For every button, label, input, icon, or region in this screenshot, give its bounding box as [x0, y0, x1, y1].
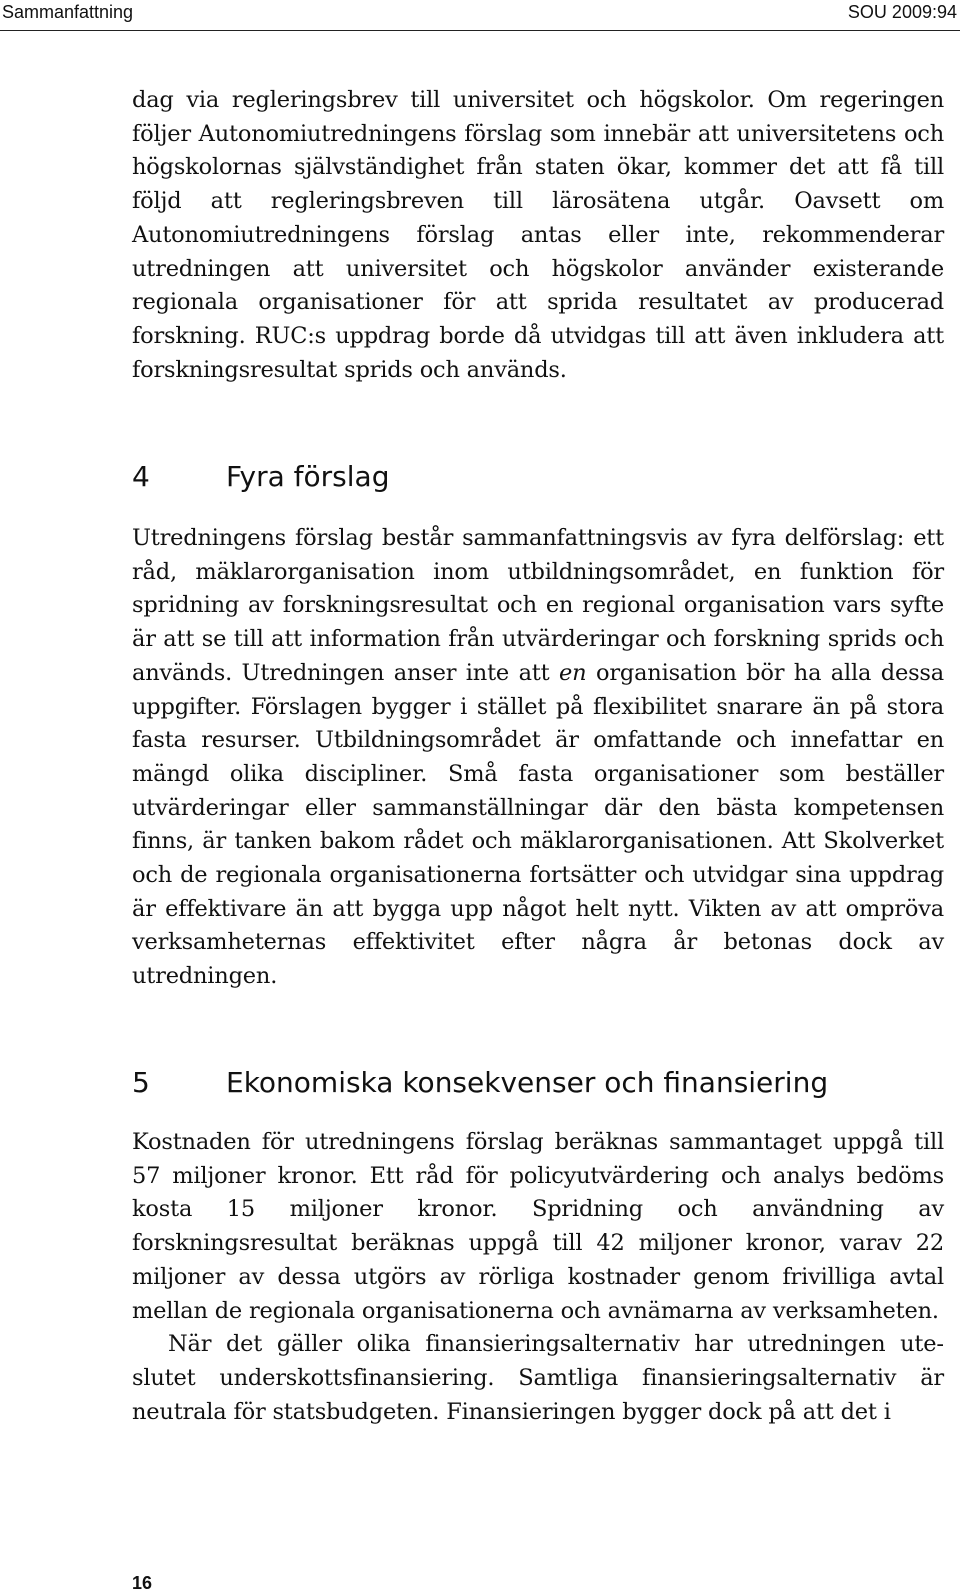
section-5-title: Ekonomiska konsekvenser och finansiering	[226, 1066, 829, 1099]
header-section-title: Sammanfattning	[2, 2, 134, 22]
section-5-paragraph-1: Kostnaden för utredningens förslag beräknas sammantaget uppgå till 57 miljoner kronor. Ett råd för policyutvärdering och analys bedöms kosta 15 miljoner kronor. Spridning och användning av forskningsresultat beräknas uppgå till 42 miljoner kronor, varav 22 miljoner av dessa utgörs av rörliga kostnader genom frivilliga avtal mellan de regionala organisationerna och avnämarna av verksamheten.	[132, 1129, 944, 1324]
section-5-body	[132, 1126, 944, 1429]
section-4-heading	[132, 460, 389, 494]
section-4-emphasis: en	[559, 659, 587, 686]
section-4-title: Fyra förslag	[226, 460, 390, 493]
page-number: 16	[132, 1573, 153, 1593]
intro-text: dag via regleringsbrev till universitet och högskolor. Om regeringen följer Autonomiutredningens förslag som innebär att universitetens och högskolornas självständighet från staten ökar, kommer det att få till följd att regleringsbreven till lärosätena utgår. Oavsett om Autonomiutredningens förslag antas eller inte, rekommenderar utredningen att universitet och högskolor använder existerande regionala organisationer för att sprida resultatet av producerad forskning. RUC:s uppdrag borde då utvidgas till att även inkludera att forskningsresultat sprids och används.	[132, 87, 944, 383]
section-5-paragraph-2: När det gäller olika finansieringsalternativ har utredningen uteslutet underskottsfinansiering. Samtliga finansieringsalternativ är neutrala för statsbudgeten. Finansieringen bygger dock på att det i	[132, 1331, 944, 1425]
running-header	[0, 0, 960, 31]
section-5-number: 5	[132, 1066, 150, 1099]
section-4-text-part1: Utredningens förslag består sammanfattningsvis av fyra delförslag: ett råd, mäklarorganisation inom utbildningsområdet, en funktion för spridning av forskningsresultat och en regional organisation vars syfte är att se till att information från utvärderingar och forskning sprids och används. Utredningen anser inte att	[132, 525, 944, 686]
section-4-paragraph	[132, 522, 944, 994]
section-4-text	[132, 522, 944, 994]
header-report-id: SOU 2009:94	[847, 2, 957, 22]
intro-paragraph	[132, 84, 944, 387]
section-4-text-part2: organisation bör ha alla dessa uppgifter. Förslagen bygger i stället på flexibilitet snarare än på stora fasta resurser. Utbildningsområdet är omfattande och innefattar en mängd olika discipliner. Små fasta organisationer som beställer utvärderingar eller sammanställningar där den bästa kompetensen finns, är tanken bakom rådet och mäklarorganisationen. Att Skolverket och de regionala organisationerna fortsätter och utvidgar sina uppdrag är effektivare än att bygga upp något helt nytt. Vikten av att ompröva verksamheternas effektivitet efter några år betonas dock av utredningen.	[132, 659, 944, 990]
section-4-number: 4	[132, 460, 150, 493]
section-5-heading	[132, 1066, 828, 1100]
